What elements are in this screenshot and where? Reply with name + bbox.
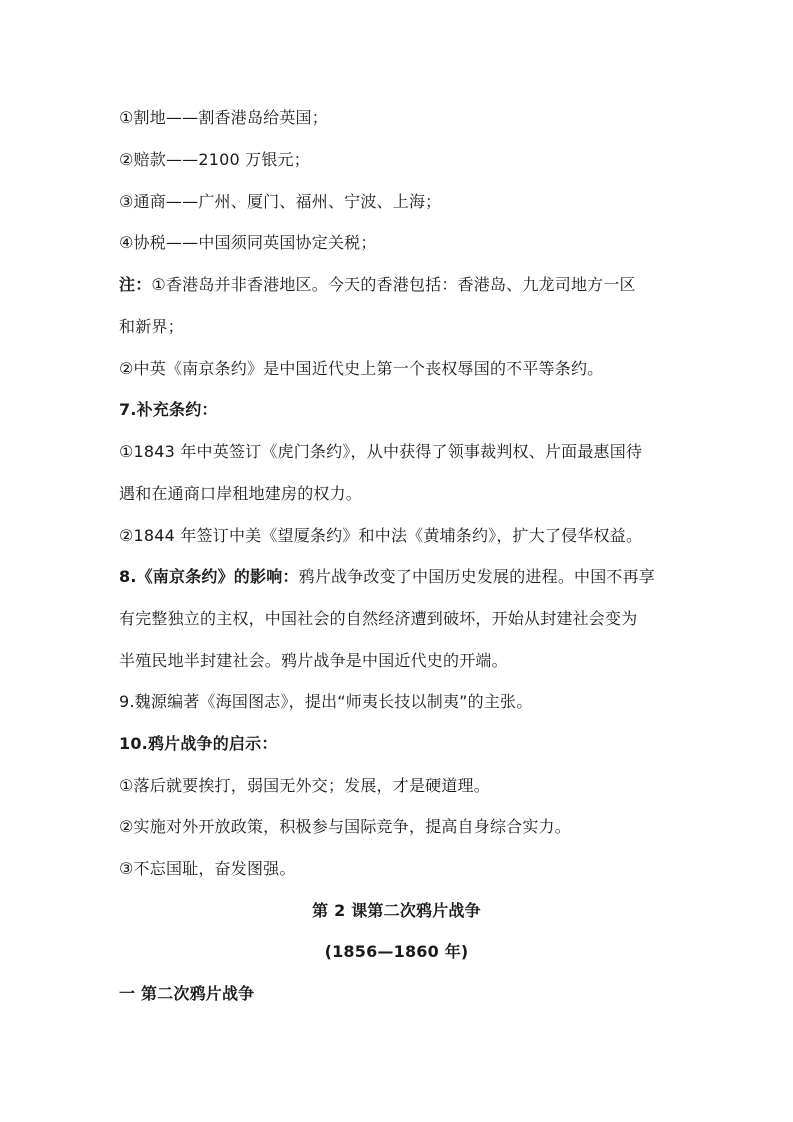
treaty-term-2: ②赔款——2100 万银元； <box>119 150 310 169</box>
note-line-3: ②中英《南京条约》是中国近代史上第一个丧权辱国的不平等条约。 <box>119 359 604 378</box>
note-line-2: 和新界； <box>119 317 184 336</box>
section-10-item-1: ①落后就要挨打，弱国无外交；发展，才是硬道理。 <box>119 776 490 795</box>
section-7-heading: 7.补充条约： <box>119 400 218 419</box>
note-label: 注： <box>119 275 152 294</box>
section-9: 9.魏源编著《海国图志》，提出“师夷长技以制夷”的主张。 <box>119 692 533 711</box>
section-7-item-1-line-2: 遇和在通商口岸租地建房的权力。 <box>119 484 363 503</box>
note-text-1: ①香港岛并非香港地区。今天的香港包括：香港岛、九龙司地方一区 <box>151 275 636 294</box>
note-line-1 <box>119 273 679 297</box>
section-10-item-2: ②实施对外开放政策，积极参与国际竞争，提高自身综合实力。 <box>119 817 571 836</box>
section-8-text-1: 鸦片战争改变了中国历史发展的进程。中国不再享 <box>298 567 656 586</box>
section-8-heading: 8.《南京条约》的影响： <box>119 567 299 586</box>
section-8-line-3: 半殖民地半封建社会。鸦片战争是中国近代史的开端。 <box>119 651 508 670</box>
section-10-item-3: ③不忘国耻，奋发图强。 <box>119 859 296 878</box>
lesson-2-subheading: 一 第二次鸦片战争 <box>119 984 255 1003</box>
lesson-2-title: 第 2 课第二次鸦片战争 <box>312 901 481 920</box>
lesson-2-years: (1856—1860 年) <box>324 942 469 961</box>
section-10-heading: 10.鸦片战争的启示： <box>119 734 278 753</box>
treaty-term-1: ①割地——割香港岛给英国； <box>119 108 328 127</box>
section-8-line-1 <box>119 565 679 589</box>
treaty-term-3: ③通商——广州、厦门、福州、宁波、上海； <box>119 192 442 211</box>
section-7-item-2: ②1844 年签订中美《望厦条约》和中法《黄埔条约》，扩大了侵华权益。 <box>119 526 643 545</box>
section-8-line-2: 有完整独立的主权，中国社会的自然经济遭到破坏，开始从封建社会变为 <box>119 609 638 628</box>
section-7-item-1-line-1: ①1843 年中英签订《虎门条约》，从中获得了领事裁判权、片面最惠国待 <box>119 442 643 461</box>
treaty-term-4: ④协税——中国须同英国协定关税； <box>119 233 377 252</box>
